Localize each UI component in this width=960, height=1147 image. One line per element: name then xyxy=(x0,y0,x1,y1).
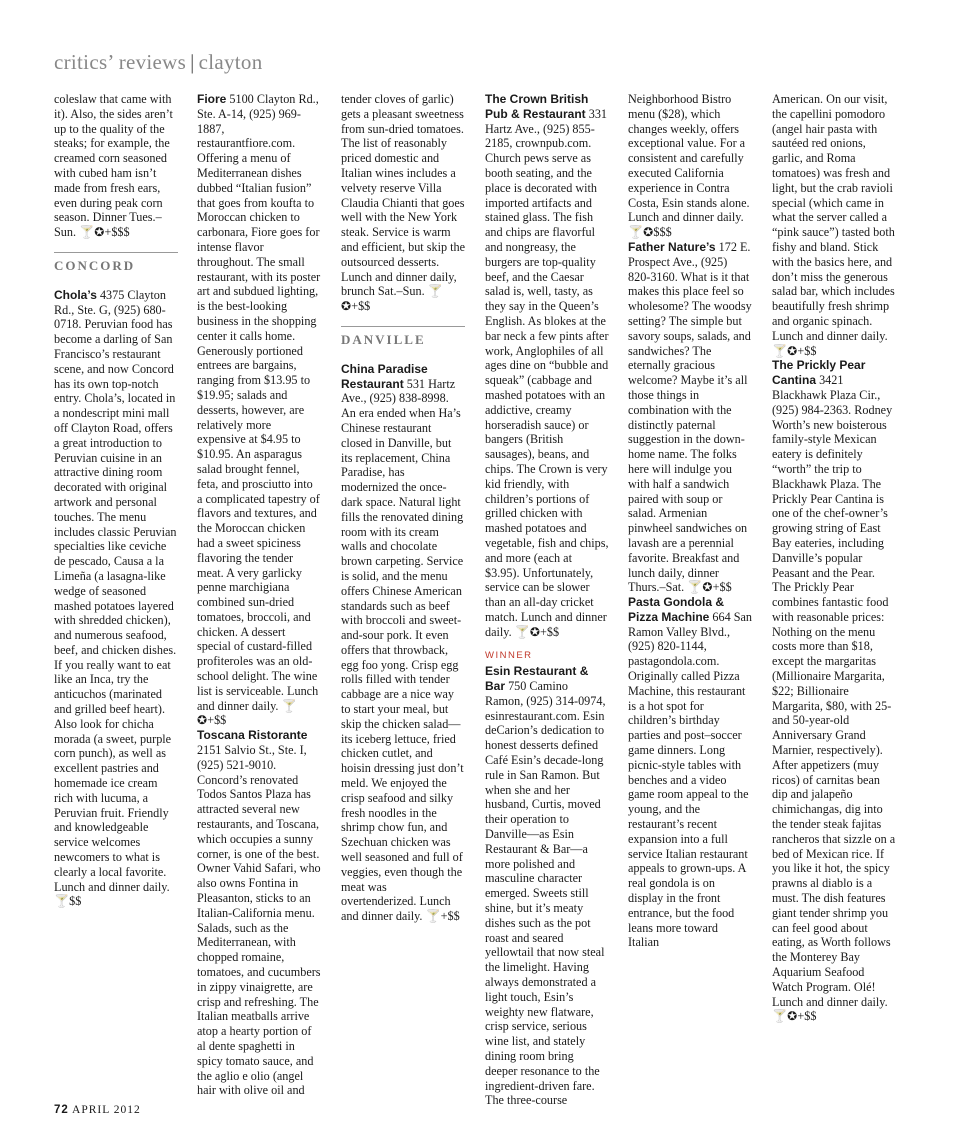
review-cholas xyxy=(54,288,178,909)
review-china-paradise xyxy=(341,362,465,924)
paragraph: tender cloves of garlic) gets a pleasant sweetness from sun-dried tomatoes. The list of reasonably priced domestic and Italian wines includes a velvety reserve Villa Claudia Chianti that goes well with the New York steak. Service is warm and efficient, but skip the outsourced desserts. Lunch and dinner daily, brunch Sat.–Sun. 🍸✪+$$ xyxy=(341,92,465,314)
location-title: clayton xyxy=(198,50,263,74)
review-fiore xyxy=(197,92,321,728)
restaurant-name: Pasta Gondola & Pizza Machine xyxy=(628,595,725,624)
restaurant-name: The Crown British Pub & Restaurant xyxy=(485,92,589,121)
review-crown xyxy=(485,92,609,639)
page-header xyxy=(54,50,263,75)
restaurant-name: Esin Restaurant & Bar xyxy=(485,664,589,694)
column-5 xyxy=(628,92,752,950)
review-text: 750 Camino Ramon, (925) 314-0974, esinrestaurant.com. Esin deCarion’s dedication to honest desserts defined Café Esin’s decade-long rule in San Ramon. But when she and her husband, Curtis, moved their operation to Danville—as Esin Restaurant & Bar—a more polished and masculine character emerged. Sweets still shine, but it’s meaty dishes such as the pot roast and seared yellowtail that now steal the limelight. Having always demonstrated a light touch, Esin’s weighty new flatware, crisp service, serious wine list, and stately dining room bring deeper resonance to the ingredient-driven fare. The three-course xyxy=(485,679,606,1108)
review-toscana xyxy=(197,728,321,1098)
review-text: 3421 Blackhawk Plaza Cir., (925) 984-2363. Rodney Worth’s new boisterous family-style Mexican eatery is definitely “worth” the trip to Blackhawk Plaza. The Prickly Pear Cantina is one of the chef-owner’s growing string of East Bay eateries, including Danville’s popular Peasant and the Pear. The Prickly Pear combines fantastic food with reasonable prices: Nothing on the menu costs more than $18, except the margaritas (Millionaire Margarita, $22; Billionaire Margarita, $80, with 25- and 50-year-old Anniversary Grand Marnier, respectively). After appetizers (muy ricos) of carnitas bean dip and jalapeño chimichangas, dig into the tender steak fajitas rancheros that sizzle on a bed of Mexican rice. If you like it hot, the spicy prawns al diablo is a must. The dish features giant tender shrimp you can feel good about eating, as Worth follows the Monterey Bay Aquarium Seafood Watch Program. Olé! Lunch and dinner daily. 🍸✪+$$ xyxy=(772,373,896,1024)
review-prickly-pear xyxy=(772,358,896,1024)
restaurant-name: Chola’s xyxy=(54,287,97,302)
review-text: 331 Hartz Ave., (925) 855-2185, crownpub.com. Church pews serve as booth seating, and the place is decorated with imported artifacts and stained glass. The fish and chips are flavorful and nongreasy, the burgers are top-quality beef, and the Caesar salad is, well, tasty, as they say in the Queen’s English. As blokes at the bar neck a few pints after work, Anglophiles of all ages dine on “bubble and squeak” (cabbage and mashed potatoes with an addictive, creamy horseradish sauce) or bangers (British sausages), beans, and chips. The Crown is very kid friendly, with children’s portions of grilled chicken with mashed potatoes and vegetable, fish and chips, and more (each at $3.95). Unfortunately, service can be slower than an all-day cricket match. Lunch and dinner daily. 🍸✪+$$ xyxy=(485,106,609,639)
restaurant-name: The Prickly Pear Cantina xyxy=(772,358,866,388)
issue-date: APRIL 2012 xyxy=(72,1104,141,1116)
review-text: 5100 Clayton Rd., Ste. A-14, (925) 969-1887, restaurantfiore.com. Offering a menu of Mediterranean dishes dubbed “Italian fusion” that goes from koufta to Moroccan chicken to carbonara, Fiore goes for intense flavor throughout. The small restaurant, with its poster art and subdued lighting, is the best-looking business in the shopping center it calls home. Generously portioned entrees are bargains, ranging from $13.95 to $19.95; salads and desserts, however, are relatively more expensive at $4.95 to $10.95. An asparagus salad brought fennel, feta, and prosciutto into a complicated tapestry of flavors and textures, and the Moroccan chicken had a sweet spiciness flavoring the tender meat. A very garlicky penne marchigiana combined sun-dried tomatoes, broccoli, and chicken. A dessert special of custard-filled profiteroles was an old-school delight. The wine list is serviceable. Lunch and dinner daily. 🍸✪+$$ xyxy=(197,92,321,728)
column-1 xyxy=(54,92,178,909)
review-esin xyxy=(485,664,609,1108)
winner-badge: WINNER xyxy=(485,650,533,662)
column-2 xyxy=(197,92,321,1098)
column-4 xyxy=(485,92,609,1108)
paragraph: American. On our visit, the capellini pomodoro (angel hair pasta with sautéed red onions, garlic, and Roma tomatoes) was fresh and light, but the crab ravioli special (which came in what the server called a “pink sauce”) tasted both fishy and bland. Stick with the basics here, and don’t miss the generous salad bar, which includes beautifully fresh shrimp and organic spinach. Lunch and dinner daily. 🍸✪+$$ xyxy=(772,92,895,358)
column-3 xyxy=(341,92,465,924)
restaurant-name: Father Nature’s xyxy=(628,239,716,254)
restaurant-name: Fiore xyxy=(197,92,227,106)
page-number: 72 xyxy=(54,1104,69,1116)
review-text: 4375 Clayton Rd., Ste. G, (925) 680-0718. Peruvian food has become a darling of San Francisco’s restaurant scene, and now Concord has its own top-notch entry. Chola’s, located in a nondescript mini mall off Clayton Road, offers a great introduction to Peruvian cuisine in an attractive dining room decorated with original artwork and personal touches. The menu includes classic Peruvian specialties like ceviche de pescado, Causa a la Limeña (a lasagna-like wedge of seasoned mashed potatoes layered with shredded chicken), and numerous seafood, beef, and chicken dishes. If you really want to eat like an Inca, try the anticuchos (marinated and grilled beef heart). Also look for chicha morada (a sweet, purple corn punch), as well as excellent pastries and homemade ice cream rich with lucuma, a Peruvian fruit. Friendly and knowledgeable service welcomes newcomers to what is clearly a local favorite. Lunch and dinner daily. 🍸$$ xyxy=(54,287,177,909)
restaurant-name: China Paradise Restaurant xyxy=(341,361,428,391)
page-footer xyxy=(54,1104,141,1116)
section-heading-concord: CONCORD xyxy=(54,252,178,274)
paragraph: Neighborhood Bistro menu ($28), which changes weekly, offers exceptional value. For a consistent and carefully executed California experience in Contra Costa, Esin stands alone. Lunch and dinner daily. 🍸✪$$$ xyxy=(628,92,750,240)
section-heading-danville: DANVILLE xyxy=(341,326,465,348)
review-text: 2151 Salvio St., Ste. I, (925) 521-9010. Concord’s renovated Todos Santos Plaza has attracted several new restaurants, and Toscana, which occupies a sunny corner, is one of the best. Owner Vahid Safari, who also owns Fontina in Pleasanton, sticks to an Italian-California menu. Salads, such as the Mediterranean, with chopped romaine, tomatoes, and cucumbers in zippy vinaigrette, are crisp and refreshing. The Italian meatballs arrive atop a hearty portion of al dente spaghetti in spicy tomato sauce, and the aglio e olio (angel hair with olive oil and xyxy=(197,743,321,1098)
review-text: 531 Hartz Ave., (925) 838-8998. An era ended when Ha’s Chinese restaurant closed in Danville, but its replacement, China Paradise, has modernized the once-dark space. Natural light fills the renovated dining room with its cream walls and chocolate brown carpeting. Service is solid, and the menu offers Chinese American standards such as beef with broccoli and sweet-and-sour pork. It even offers that throwback, egg foo yong. Crisp egg rolls filled with tender cabbage are a nice way to start your meal, but skip the chicken salad—its iceberg lettuce, fried chicken cutlet, and hoisin dressing just don’t meld. We enjoyed the crisp seafood and silky fresh noodles in the shrimp chow fun, and Szechuan chicken was well seasoned and full of veggies, even though the meat was overtenderized. Lunch and dinner daily. 🍸+$$ xyxy=(341,376,464,924)
review-pasta-gondola xyxy=(628,595,752,950)
review-text: 172 E. Prospect Ave., (925) 820-3160. What is it that makes this place feel so wholesome? The woodsy setting? The simple but savory soups, salads, and sandwiches? The eternally gracious welcome? Maybe it’s all those things in combination with the distinctly paternal suggestion in the down-home name. The folks here will indulge you with half a sandwich paired with soup or salad. Armenian pinwheel sandwiches on lavash are a perennial favorite. Breakfast and lunch daily, dinner Thurs.–Sat. 🍸✪+$$ xyxy=(628,239,752,595)
column-6 xyxy=(772,92,896,1024)
review-text: 664 San Ramon Valley Blvd., (925) 820-1144, pastagondola.com. Originally called Pizza Machine, this restaurant is a hot spot for children’s birthday parties and post–soccer game dinners. Long picnic-style tables with benches and a video game room appeal to the young, and the restaurant’s recent expansion into a full service Italian restaurant appeals to grown-ups. A real gondola is on display in the front entrance, but the food leans more toward Italian xyxy=(628,609,753,950)
section-title: critics’ reviews xyxy=(54,50,187,74)
restaurant-name: Toscana Ristorante xyxy=(197,728,308,743)
review-father-natures xyxy=(628,240,752,595)
paragraph: coleslaw that came with it). Also, the sides aren’t up to the quality of the steaks; for example, the creamed corn seasoned with cubed ham isn’t made from fresh ears, even during peak corn season. Dinner Tues.–Sun. 🍸✪+$$$ xyxy=(54,92,173,240)
header-divider: | xyxy=(190,50,195,74)
